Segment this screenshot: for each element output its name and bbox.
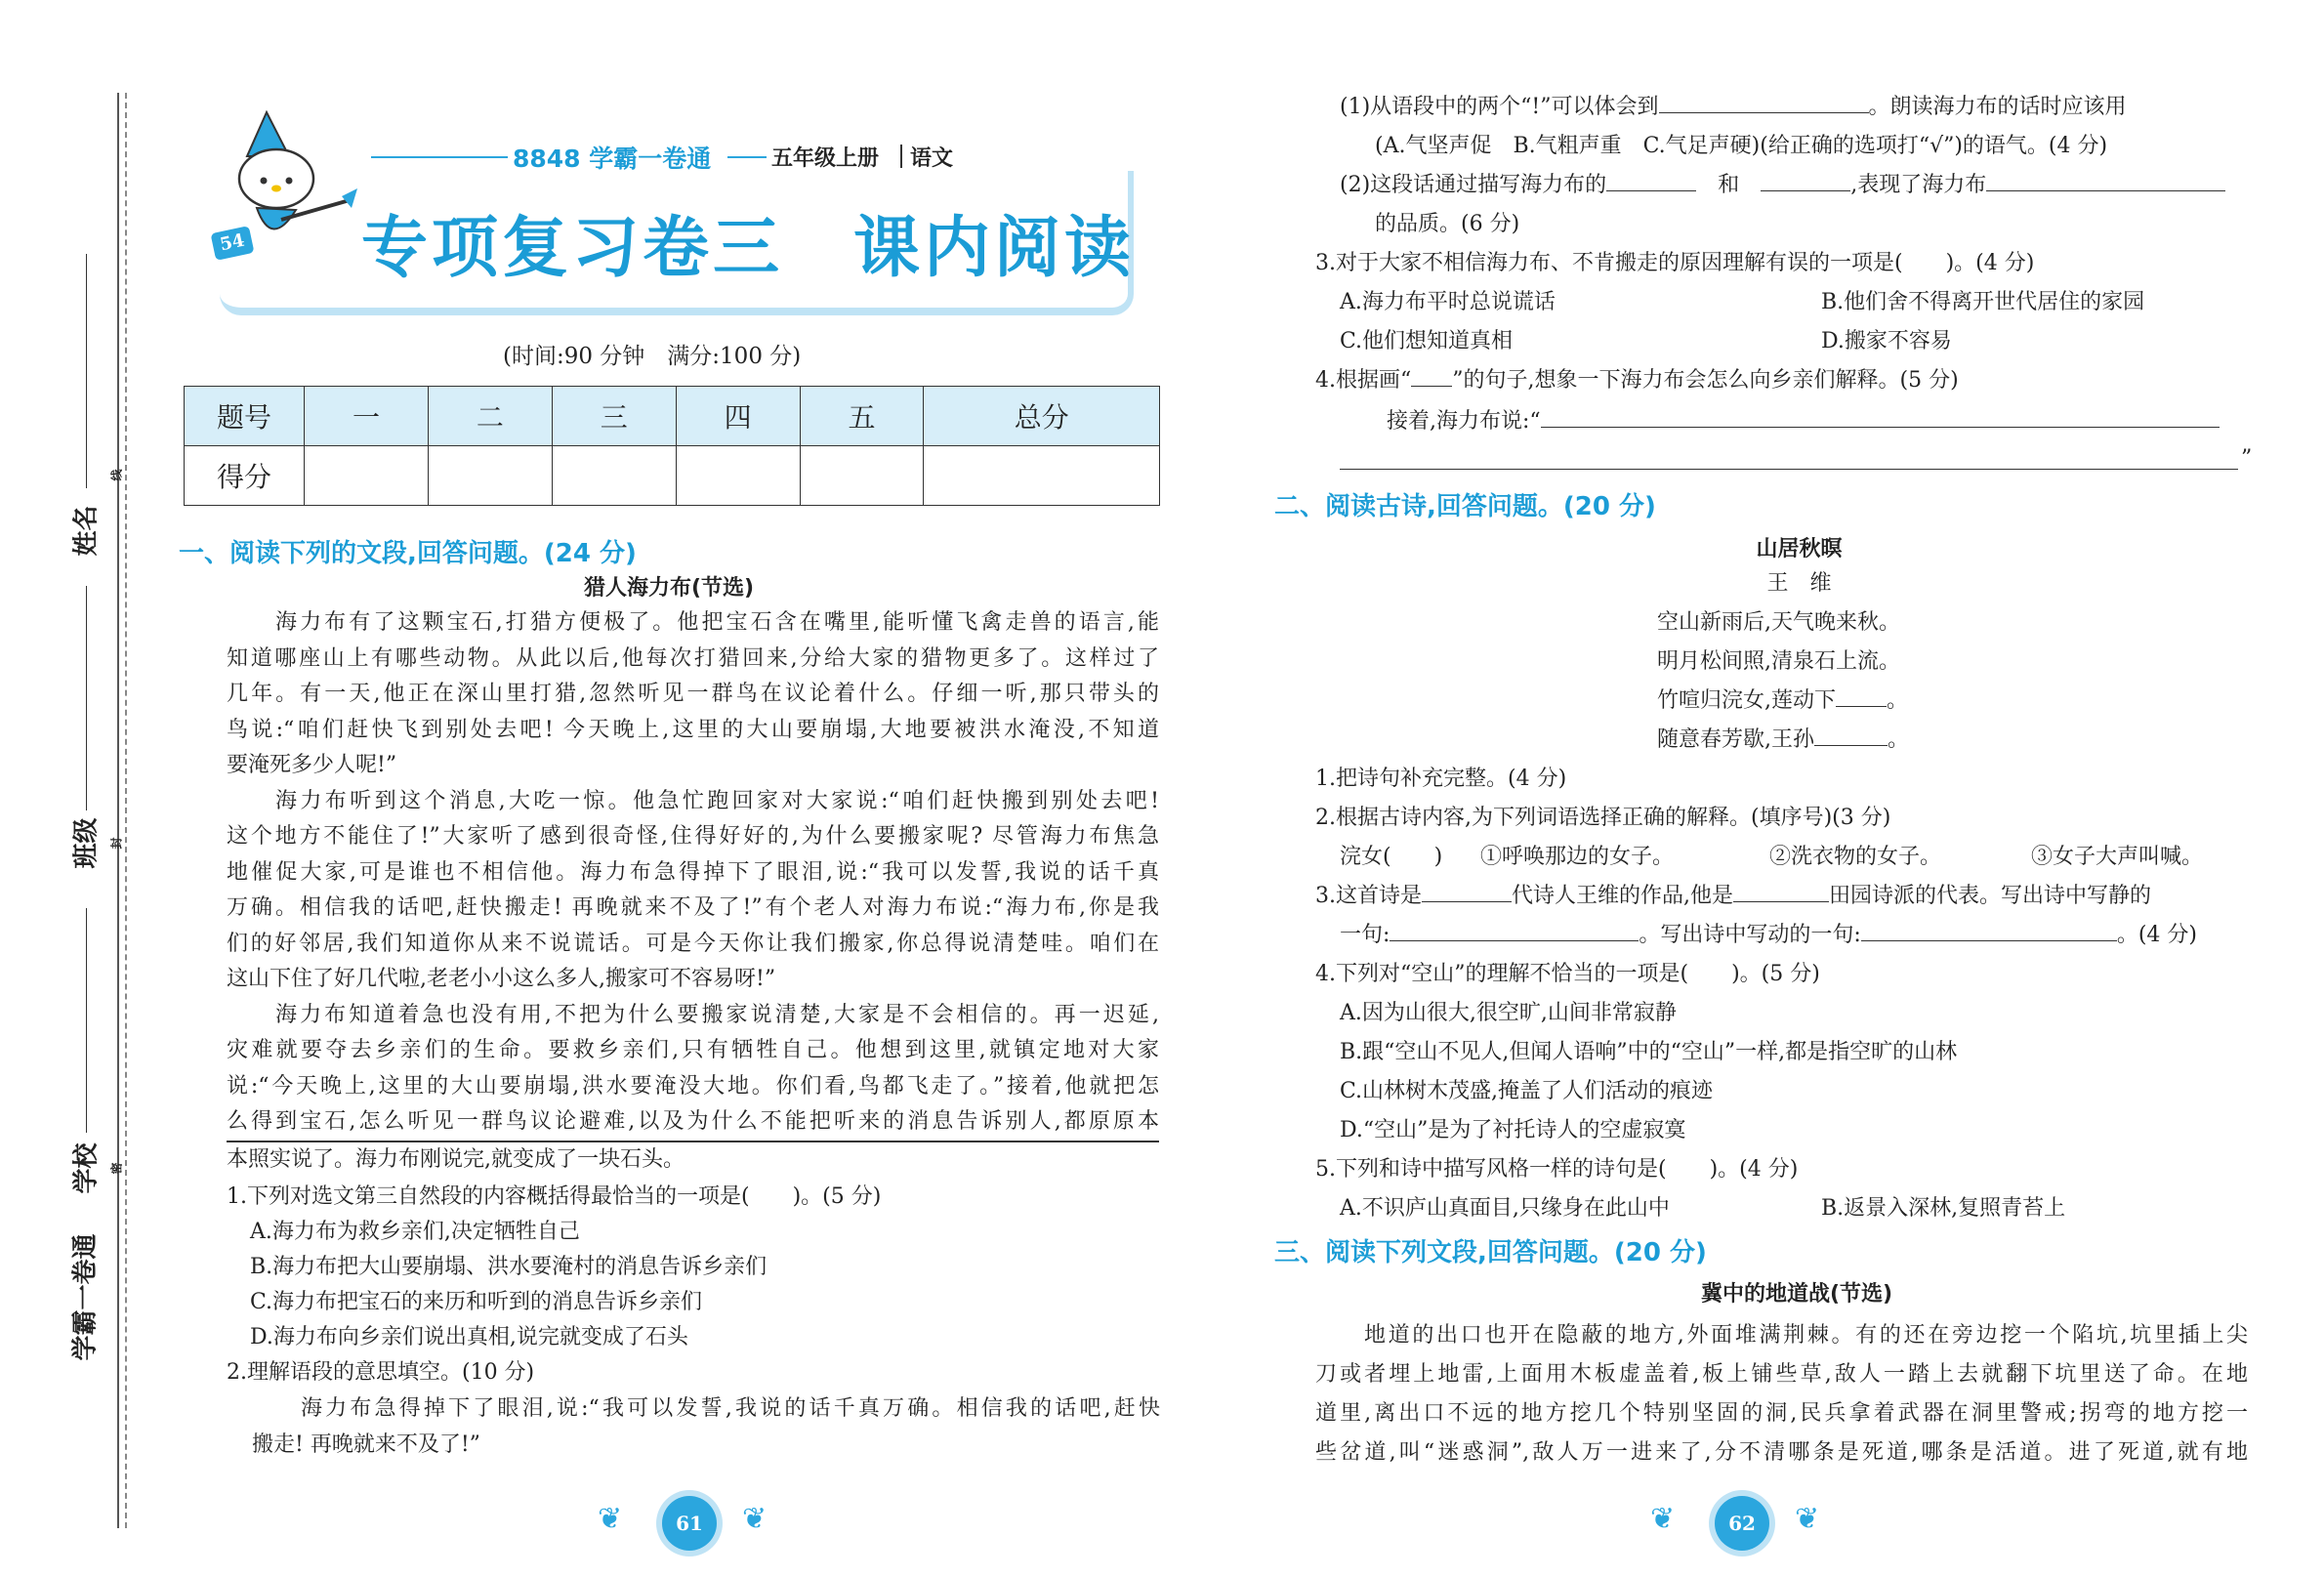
option-3[interactable]: ③女子大声叫喊。 (2031, 845, 2204, 869)
passage-line: 地催促大家,可是谁也不相信他。海力布急得掉下了眼泪,说:“我可以发誓,我说的话千真 (227, 859, 1159, 885)
option-d[interactable]: D.海力布向乡亲们说出真相,说完就变成了石头 (250, 1325, 688, 1349)
question-text: ”的句子,想象一下海力布会怎么向乡亲们解释。(5 分) (1452, 368, 1959, 393)
answer-blank[interactable] (1606, 169, 1696, 191)
score-input-cell[interactable] (552, 446, 676, 506)
underline-sample (1411, 364, 1452, 387)
question-4: 4.下列对“空山”的理解不恰当的一项是( )。(5 分) (1315, 962, 1820, 986)
passage-line-underlined: 么得到宝石,怎么听见一群鸟议论避难,以及为什么不能把听来的消息告诉别人,都原原本 (227, 1104, 1159, 1142)
question-text: 。(4 分) (2116, 923, 2198, 947)
question-2-1 (1340, 90, 2127, 125)
page-number: 62 (1715, 1496, 1769, 1551)
question-text: 3.这首诗是 (1315, 884, 1422, 908)
binding-dashed-line (125, 93, 127, 1528)
passage-line: 这个地方不能住了!”大家听了感到很奇怪,住得好好的,为什么要搬家呢? 尽管海力布焦急 (227, 824, 1159, 849)
page-title: 专项复习卷三 课内阅读 (361, 210, 1136, 287)
poem-line (1657, 684, 1908, 719)
passage-line: 地道的出口也开在隐蔽的地方,外面堆满荆棘。有的还在旁边挖一个陷坑,坑里插上尖 (1364, 1323, 2248, 1348)
question-3: 3.对于大家不相信海力布、不肯搬走的原因理解有误的一项是( )。(4 分) (1315, 251, 2035, 275)
table-cell: 一 (305, 387, 429, 446)
option-d[interactable]: D.搬家不容易 (1821, 329, 1952, 353)
option-b[interactable]: B.海力布把大山要崩塌、洪水要淹村的消息告诉乡亲们 (250, 1255, 768, 1279)
option-1[interactable]: ①呼唤那边的女子。 (1480, 845, 1675, 869)
passage-line: 海力布有了这颗宝石,打猎方便极了。他把宝石含在嘴里,能听懂飞禽走兽的语言,能 (275, 610, 1159, 635)
passage-line: 要淹死多少人呢!” (227, 753, 397, 777)
question-4-answer (1387, 404, 2220, 439)
passage-body (1315, 1316, 2248, 1473)
poem-text: 随意春芳歇,王孙 (1657, 727, 1814, 752)
question-text: (1)从语段中的两个“!”可以体会到 (1340, 95, 1659, 119)
question-4 (1315, 363, 1959, 398)
score-table-header-row (185, 387, 1160, 446)
score-table (184, 386, 1160, 506)
passage-line: 鸟说:“咱们赶快飞到别处去吧! 今天晚上,这里的大山要崩塌,大地要被洪水淹没,不知道 (227, 717, 1159, 742)
question-2-2 (1340, 168, 2225, 203)
question-5: 5.下列和诗中描写风格一样的诗句是( )。(4 分) (1315, 1157, 1799, 1182)
close-quote: ” (2241, 446, 2253, 471)
poem-text: 竹喧归浣女,莲动下 (1657, 688, 1836, 713)
passage-line: 本照实说了。海力布刚说完,就变成了一块石头。 (227, 1146, 685, 1172)
leaf-ornament-icon: ❦ (1650, 1502, 1676, 1536)
answer-blank[interactable] (1861, 919, 2117, 941)
header-subject: 语文 (910, 146, 954, 171)
answer-blank[interactable] (1986, 169, 2225, 191)
answer-blank[interactable] (1659, 91, 1869, 113)
passage-line: 道里,离出口不远的地方挖几个特别坚固的洞,民兵拿着武器在洞里警戒;拐弯的地方挖一 (1315, 1401, 2248, 1426)
answer-blank[interactable] (1814, 724, 1888, 746)
school-label: 学校 (71, 1142, 102, 1194)
question-2: 2.根据古诗内容,为下列词语选择正确的解释。(填序号)(3 分) (1315, 806, 1891, 830)
name-field-line (86, 254, 87, 488)
section-heading: 二、阅读古诗,回答问题。(20 分) (1274, 492, 1656, 521)
binding-mark: 线 (109, 469, 124, 481)
answer-blank[interactable] (1541, 405, 2220, 428)
question-text: (2)这段话通过描写海力布的 (1340, 173, 1607, 197)
poem-title: 山居秋暝 (1756, 537, 1843, 561)
answer-blank[interactable] (1390, 919, 1639, 941)
passage-line: 海力布听到这个消息,大吃一惊。他急忙跑回家对大家说:“咱们赶快搬到别处去吧! (275, 788, 1159, 813)
header-divider (900, 145, 902, 168)
question-text: 。朗读海力布的话时应该用 (1868, 95, 2127, 119)
score-input-cell[interactable] (428, 446, 552, 506)
question-1: 1.把诗句补充完整。(4 分) (1315, 767, 1567, 791)
question-3 (1315, 879, 2151, 914)
name-label: 姓名 (71, 505, 102, 557)
table-cell: 题号 (185, 387, 305, 446)
poem-line (1657, 723, 1909, 758)
question-text: 4.根据画“ (1315, 368, 1412, 393)
table-cell: 二 (428, 387, 552, 446)
poem-text: 。 (1887, 688, 1909, 713)
header-brand-line (727, 156, 767, 158)
page-number: 61 (662, 1496, 717, 1551)
binding-mark: 封 (109, 837, 124, 850)
question-text: 。写出诗中写动的一句: (1639, 923, 1861, 947)
question-text: 代诗人王维的作品,他是 (1512, 884, 1733, 908)
option-b[interactable]: B.返景入深林,复照青苔上 (1821, 1196, 2066, 1221)
passage-line: 万确。相信我的话吧,赶快搬走! 再晚就来不及了!”有个老人对海力布说:“海力布,你是我 (227, 895, 1159, 920)
section-heading: 三、阅读下列文段,回答问题。(20 分) (1274, 1238, 1707, 1267)
leaf-ornament-icon: ❦ (598, 1502, 623, 1536)
score-table-score-row (185, 446, 1160, 506)
quote-line: 海力布急得掉下了眼泪,说:“我可以发誓,我说的话千真万确。相信我的话吧,赶快 (301, 1396, 1160, 1421)
table-cell: 三 (552, 387, 676, 446)
option-a[interactable]: A.海力布平时总说谎话 (1340, 290, 1556, 314)
passage-line: 海力布知道着急也没有用,不把为什么要搬家说清楚,大家是不会相信的。再一迟延, (275, 1002, 1159, 1027)
answer-blank[interactable] (1422, 880, 1512, 902)
answer-line[interactable] (1340, 469, 2238, 470)
binding-mark: 密 (109, 1162, 124, 1175)
passage-line: 灾难就要夺去乡亲们的生命。要救乡亲们,只有牺牲自己。他想到这里,就镇定地对大家 (227, 1038, 1159, 1062)
poem-line: 空山新雨后,天气晚来秋。 (1657, 610, 1900, 635)
section-heading: 一、阅读下列的文段,回答问题。(24 分) (179, 539, 637, 568)
question-text: 田园诗派的代表。写出诗中写静的 (1829, 884, 2152, 908)
passage-title: 冀中的地道战(节选) (1700, 1282, 1893, 1307)
question-text: 一句: (1340, 923, 1390, 947)
passage-line: 说:“今天晚上,这里的大山要崩塌,洪水要淹没大地。你们看,鸟都飞走了。”接着,他就把怎 (227, 1073, 1159, 1099)
quote-block (252, 1391, 1160, 1463)
passage-line: 几年。有一天,他正在深山里打猎,忽然听见一群鸟在议论着什么。仔细一听,那只带头的 (227, 682, 1159, 706)
option-a[interactable]: A.因为山很大,很空旷,山间非常寂静 (1340, 1001, 1677, 1025)
option-b[interactable]: B.他们舍不得离开世代居住的家园 (1821, 290, 2145, 314)
table-cell: 得分 (185, 446, 305, 506)
time-info: (时间:90 分钟 满分:100 分) (503, 344, 802, 369)
option-d[interactable]: D.“空山”是为了衬托诗人的空虚寂寞 (1340, 1118, 1686, 1142)
question-text: 接着,海力布说:“ (1387, 409, 1541, 434)
poem-text: 。 (1888, 727, 1910, 752)
passage-line: 这山下住了好几代啦,老老小小这么多人,搬家可不容易呀!” (227, 967, 776, 991)
score-input-cell[interactable] (800, 446, 924, 506)
passage-line: 们的好邻居,我们知道你从来不说谎话。可是今天你让我们搬家,你总得说清楚哇。咱们在 (227, 931, 1159, 956)
option-a[interactable]: A.不识庐山真面目,只缘身在此山中 (1340, 1196, 1670, 1221)
question-3-cont (1340, 918, 2197, 953)
school-field-line (86, 908, 87, 1133)
header-brand: 8848 学霸一卷通 (513, 145, 712, 173)
leaf-ornament-icon: ❦ (742, 1502, 768, 1536)
header-brand-line (371, 156, 508, 158)
option-b[interactable]: B.跟“空山不见人,但闻人语响”中的“空山”一样,都是指空旷的山林 (1340, 1040, 1958, 1064)
question-text: 和 (1718, 173, 1740, 197)
option-c[interactable]: C.海力布把宝石的来历和听到的消息告诉乡亲们 (250, 1290, 703, 1314)
answer-blank[interactable] (1761, 169, 1850, 191)
passage-body (227, 605, 1159, 1178)
header-grade: 五年级上册 (771, 146, 880, 171)
question-1: 1.下列对选文第三自然段的内容概括得最恰当的一项是( )。(5 分) (227, 1184, 882, 1209)
table-cell: 五 (800, 387, 924, 446)
quote-line: 搬走! 再晚就来不及了!” (252, 1432, 480, 1457)
answer-blank[interactable] (1733, 880, 1829, 902)
passage-line: 知道哪座山上有哪些动物。从此以后,他每次打猎回来,分给大家的猎物更多了。这样过了 (227, 645, 1159, 671)
table-cell: 四 (676, 387, 800, 446)
brand-vertical: 学霸一卷通 (70, 1233, 101, 1361)
option-2[interactable]: ②洗衣物的女子。 (1769, 845, 1942, 869)
question-2-1-options: (A.气坚声促 B.气粗声重 C.气足声硬)(给正确的选项打“√”)的语气。(4 分) (1375, 134, 2108, 158)
option-c[interactable]: C.他们想知道真相 (1340, 329, 1514, 353)
passage-line: 刀或者埋上地雷,上面用木板虚盖着,板上铺些草,敌人一踏上去就翻下坑里送了命。在地 (1315, 1362, 2248, 1387)
leaf-ornament-icon: ❦ (1795, 1502, 1820, 1536)
answer-blank[interactable] (1836, 685, 1887, 707)
question-2-2-end: 的品质。(6 分) (1375, 212, 1520, 236)
poem-line: 明月松间照,清泉石上流。 (1657, 649, 1900, 674)
page-badge: 54 (211, 226, 255, 261)
question-text: ,表现了海力布 (1850, 173, 1987, 197)
class-field-line (86, 586, 87, 810)
poem-author: 王 维 (1766, 571, 1832, 596)
binding-solid-line (117, 93, 119, 1528)
passage-line: 些岔道,叫“迷惑洞”,敌人万一进来了,分不清哪条是死道,哪条是活道。进了死道,就有地 (1315, 1440, 2248, 1465)
score-input-cell[interactable] (305, 446, 429, 506)
score-input-cell[interactable] (676, 446, 800, 506)
option-a[interactable]: A.海力布为救乡亲们,决定牺牲自己 (250, 1220, 580, 1244)
question-2-word: 浣女( ) (1340, 845, 1443, 869)
option-c[interactable]: C.山林树木茂盛,掩盖了人们活动的痕迹 (1340, 1079, 1714, 1103)
table-cell: 总分 (924, 387, 1160, 446)
class-label: 班级 (71, 817, 102, 869)
passage-title: 猎人海力布(节选) (583, 576, 755, 601)
score-input-cell[interactable] (924, 446, 1160, 506)
question-2: 2.理解语段的意思填空。(10 分) (227, 1360, 535, 1385)
